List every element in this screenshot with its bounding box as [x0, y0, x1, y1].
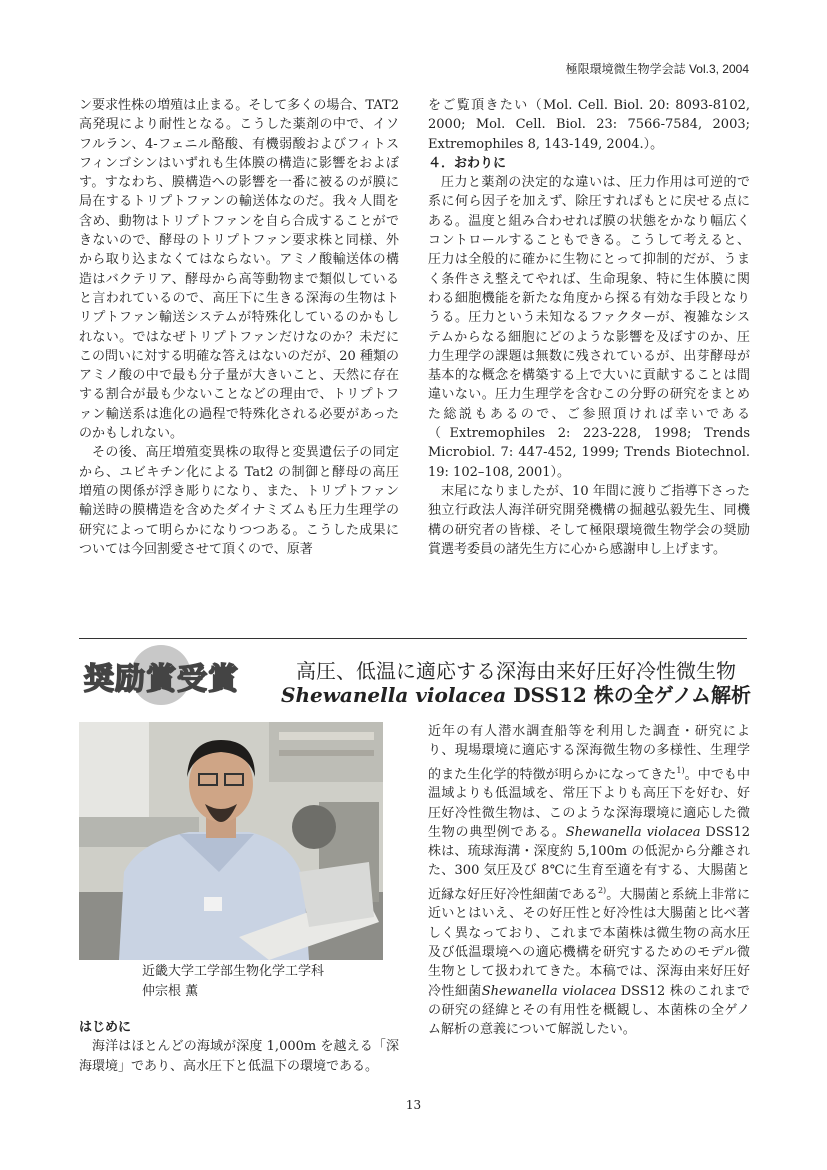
reference-1: 1) [676, 765, 685, 775]
abstract-paragraph [428, 722, 750, 1039]
award-badge: 奨励賞受賞 [84, 662, 239, 697]
intro-paragraph: 海洋はほとんどの海域が深度 1,000m を越える「深海環境」であり、高水圧下と低温下の環境である。 [79, 1039, 399, 1074]
left-paragraph-2: その後、高圧増殖変異株の取得と変異遺伝子の同定から、ユビキチン化による Tat2 の制御と酵母の高圧増殖の関係が浮き彫りになり、また、トリプトファン輸送時の膜構造を含めたダイナミズムも圧力生理学の研究によって明らかになりつつある。こうした成果については今回割愛させて頂くので、原著 [79, 445, 399, 557]
reference-2: 2) [597, 885, 607, 895]
page-number: 13 [405, 1098, 422, 1112]
author-name: 仲宗根 薫 [142, 983, 199, 999]
section-heading-intro: はじめに [79, 1020, 132, 1035]
author-caption [142, 962, 324, 1001]
abstract-sentence-5: DSS12 株のこれまでの研究の経緯とその有用性を概観し、本菌株の全ゲノム解析の意義について解説したい。 [428, 983, 750, 1038]
right-paragraph-2: 圧力と薬剤の決定的な違いは、圧力作用は可逆的で系に何ら因子を加えず、除圧すればもとに戻せる点にある。温度と組み合わせれば膜の状態をかなり幅広くコントロールすることもできる。こうして考えると、圧力は全般的に確かに生物にとって抑制的だが、うまく条件さえ整えてやれば、生命現象、特に生体膜に関わる細胞機能を新たな角度から探る有効な手段となりうる。圧力という未知なるファクターが、複雑なシステムからなる細胞にどのような影響を及ぼすのか、圧力生理学の課題は無数に残されているが、出芽酵母が基本的な概念を構築する上で大いに貢献することは間違いない。圧力生理学を含むこの分野の研究をまとめた総説もあるので、ご参照頂ければ幸いである（Extremophiles 2: 223-228, 1998; Trends Microbiol. 7: 447-452, 1999; Trends Biotechnol. 19: 102–108, 2001）。 [428, 175, 750, 480]
article-title-line1: 高圧、低温に適応する深海由来好圧好冷性微生物 [296, 659, 736, 683]
author-photo [79, 722, 383, 960]
species-name-2: Shewanella violacea [481, 983, 617, 999]
author-affiliation: 近畿大学工学部生物化学工学科 [142, 964, 325, 979]
author-photo-illustration [79, 722, 383, 960]
journal-header: 極限環境微生物学会誌 Vol.3, 2004 [565, 62, 749, 76]
abstract-sentence-2: 。中でも中温域よりも低温域を、常圧下よりも高圧下を好む、好圧好冷性微生物は、このような深海環境に適応した微生物の典型例である。 [428, 766, 750, 840]
title-rest: DSS12 株の全ゲノム解析 [506, 683, 751, 707]
abstract-sentence-4: 。大腸菌と系統上非常に近いとはいえ、その好圧性と好冷性は大腸菌と比べ著しく異なっており、これまで本菌株は微生物の高水圧及び低温環境への適応機構を研究するためのモデル微生物として扱われてきた。本稿では、深海由来好圧好冷性細菌 [428, 887, 750, 999]
abstract-sentence-3: DSS12 株は、琉球海溝・深度約 5,100m の低泥から分離された、300 気圧及び 8℃に生育至適を有する、大腸菌と近縁な好圧好冷性細菌である [428, 824, 750, 903]
right-paragraph-3: 末尾になりましたが、10 年間に渡りご指導下さった独立行政法人海洋研究開発機構の掘越弘毅先生、同機構の研究者の皆様、そして極限環境微生物学会の奨励賞選考委員の諸先生方に心から感謝申し上げます。 [428, 483, 750, 557]
abstract-column [428, 722, 750, 1039]
right-column [428, 96, 750, 559]
left-column [79, 96, 399, 559]
abstract-sentence-1: 近年の有人潜水調査船等を利用した調査・研究により、現場環境に適応する深海微生物の多様性、生理学的また生化学的特徴が明らかになってきた [428, 724, 750, 782]
left-paragraph-1: ン要求性株の増殖は止まる。そして多くの場合、TAT2 高発現により耐性となる。こうした薬剤の中で、イソフルラン、4-フェニル酪酸、有機弱酸およびフィトスフィンゴシンはいずれも生体膜の構造に影響をおよぼす。すなわち、膜構造への影響を一番に被るのが膜に局在するトリプトファンの輸送体なのだ。我々人間を含め、動物はトリプトファンを自ら合成することができないので、酵母のトリプトファン要求株と同様、外から取り込まなくてはならない。アミノ酸輸送体の構造はバクテリア、酵母から高等動物まで類似していると言われているので、高圧下に生きる深海の生物はトリプトファン輸送システムが特殊化しているのかもしれない。ではなぜトリプトファンだけなのか？未だにこの問いに対する明確な答えはないのだが、20 種類のアミノ酸の中で最も分子量が大きいこと、天然に存在する割合が最も少ないことなどの理由で、トリプトファン輸送系は進化の過程で特殊化される必要があったのかもしれない。 [79, 98, 399, 442]
article-title-line2 [276, 682, 756, 708]
intro-section [79, 1018, 399, 1076]
title-species: Shewanella violacea [281, 683, 507, 707]
section-heading-conclusion: ４．おわりに [428, 155, 507, 171]
right-paragraph-1: をご覧頂きたい（Mol. Cell. Biol. 20: 8093-8102, 2000; Mol. Cell. Biol. 23: 7566-7584, 2003; Extremophiles 8, 143-149, 2004.）。 [428, 98, 750, 152]
section-divider [79, 638, 747, 639]
species-name: Shewanella violacea [565, 824, 701, 840]
